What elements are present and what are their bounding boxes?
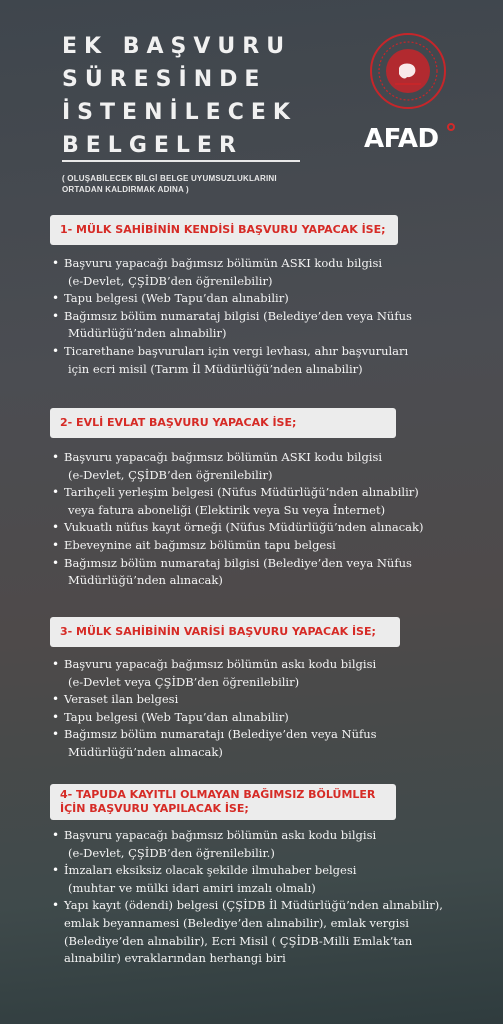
title-line-2: SÜRESİNDE: [62, 67, 267, 92]
emblem-icon: [369, 32, 447, 110]
section-4-heading: [50, 784, 396, 820]
list-item: • Vukuatlı nüfus kayıt örneği (Nüfus Müdürlüğü’nden alınacak): [50, 519, 460, 537]
title-line-3: İSTENİLECEK: [62, 100, 297, 125]
section-4-list: [50, 827, 470, 968]
section-1-list: [50, 255, 460, 378]
subtitle: [62, 173, 332, 195]
title-line-4: BELGELER: [62, 133, 243, 158]
list-item: • Tapu belgesi (Web Tapu’dan alınabilir): [50, 290, 460, 308]
list-item: • Bağımsız bölüm numaratajı (Belediye’den veya Nüfus Müdürlüğü’nden alınacak): [50, 726, 460, 761]
section-4-heading-line-1: 4- TAPUDA KAYITLI OLMAYAN BAĞIMSIZ BÖLÜMLER: [60, 788, 376, 801]
section-4-heading-line-2: İÇİN BAŞVURU YAPILACAK İSE;: [60, 802, 249, 815]
title-underline: [62, 160, 300, 162]
section-3-heading: 3- MÜLK SAHİBİNİN VARİSİ BAŞVURU YAPACAK İSE;: [50, 617, 400, 647]
section-1-heading: 1- MÜLK SAHİBİNİN KENDİSİ BAŞVURU YAPACAK İSE;: [50, 215, 398, 245]
list-item: • Veraset ilan belgesi: [50, 691, 460, 709]
list-item: • Başvuru yapacağı bağımsız bölümün ASKI kodu bilgisi (e-Devlet, ÇŞİDB’den öğrenilebilir): [50, 449, 460, 484]
list-item: • Bağımsız bölüm numarataj bilgisi (Belediye’den veya Nüfus Müdürlüğü’nden alınacak): [50, 555, 460, 590]
list-item: • Ebeveynine ait bağımsız bölümün tapu belgesi: [50, 537, 460, 555]
list-item: • Bağımsız bölüm numarataj bilgisi (Belediye’den veya Nüfus Müdürlüğü’nden alınabilir): [50, 308, 460, 343]
section-2-heading: 2- EVLİ EVLAT BAŞVURU YAPACAK İSE;: [50, 408, 396, 438]
afad-logo-text: AFAD: [364, 124, 439, 154]
list-item: • Başvuru yapacağı bağımsız bölümün askı kodu bilgisi (e-Devlet veya ÇŞİDB’den öğrenilebilir): [50, 656, 460, 691]
list-item: • Tapu belgesi (Web Tapu’dan alınabilir): [50, 709, 460, 727]
subtitle-line-2: ORTADAN KALDIRMAK ADINA ): [62, 185, 189, 194]
section-3-list: [50, 656, 460, 762]
list-item: • Başvuru yapacağı bağımsız bölümün ASKI kodu bilgisi (e-Devlet, ÇŞİDB’den öğrenilebilir): [50, 255, 460, 290]
registered-icon: [447, 123, 455, 131]
list-item: • Tarihçeli yerleşim belgesi (Nüfus Müdürlüğü’nden alınabilir) veya fatura aboneliği (Elektirik veya Su veya İnternet): [50, 484, 460, 519]
list-item: • Başvuru yapacağı bağımsız bölümün askı kodu bilgisi (e-Devlet, ÇŞİDB’den öğrenilebilir.): [50, 827, 470, 862]
list-item: • Ticarethane başvuruları için vergi levhası, ahır başvuruları için ecri misil (Tarım İl Müdürlüğü’nden alınabilir): [50, 343, 460, 378]
header: [0, 0, 503, 205]
subtitle-line-1: ( OLUŞABİLECEK BİLGİ BELGE UYUMSUZLUKLARINI: [62, 174, 277, 183]
section-2-list: [50, 449, 460, 590]
title-line-1: EK BAŞVURU: [62, 34, 292, 59]
list-item: • İmzaları eksiksiz olacak şekilde ilmuhaber belgesi (muhtar ve mülki idari amiri imzalı olmalı): [50, 862, 470, 897]
list-item: • Yapı kayıt (ödendi) belgesi (ÇŞİDB İl Müdürlüğü’nden alınabilir), emlak beyannamesi (Belediye’den alınabilir), emlak vergisi (Belediye’den alınabilir), Ecri Misil ( ÇŞİDB-Milli Emlak’tan alınabilir) evraklarından herhangi biri: [50, 897, 470, 967]
